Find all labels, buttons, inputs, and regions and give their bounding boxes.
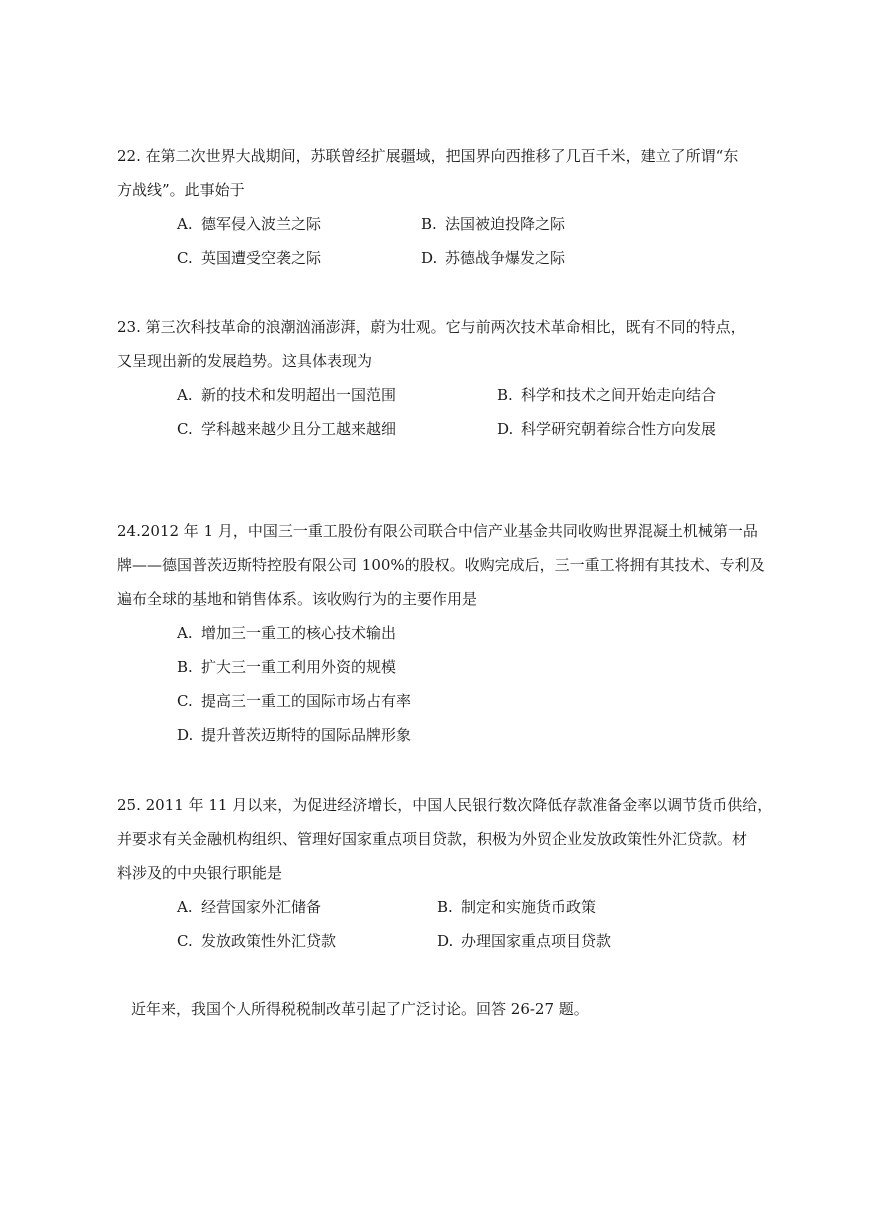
q24-option-a[interactable] — [177, 623, 396, 643]
q24-stem-text-1: 2012 年 1 月，中国三一重工股份有限公司联合中信产业基金共同收购世界混凝土机械第一品 — [140, 522, 758, 540]
q25-number: 25. — [117, 796, 141, 814]
q24-option-c[interactable] — [177, 691, 411, 711]
q23-stem-text-1: 第三次科技革命的浪潮汹涌澎湃，蔚为壮观。它与前两次技术革命相比，既有不同的特点， — [145, 318, 746, 336]
q22-number: 22. — [117, 147, 141, 165]
q22-option-c-letter: C. — [177, 249, 193, 267]
q23-stem-line-2: 又呈现出新的发展趋势。这具体表现为 — [117, 352, 373, 370]
q23-option-a[interactable] — [177, 385, 396, 405]
q22-stem-text-1: 在第二次世界大战期间，苏联曾经扩展疆域，把国界向西推移了几百千米，建立了所谓“东 — [145, 147, 739, 165]
q23-option-c-letter: C. — [177, 420, 193, 438]
q23-option-b-text: 科学和技术之间开始走向结合 — [521, 386, 717, 404]
q25-option-a-letter: A. — [177, 898, 193, 916]
q25-option-d-text: 办理国家重点项目贷款 — [461, 932, 612, 950]
q24-stem-line-2: 牌——德国普茨迈斯特控股有限公司 100%的股权。收购完成后，三一重工将拥有其技术、专利及 — [117, 556, 765, 574]
q24-option-b[interactable] — [177, 657, 396, 677]
q24-option-a-letter: A. — [177, 624, 193, 642]
q23-option-a-text: 新的技术和发明超出一国范围 — [201, 386, 397, 404]
q22-option-b-text: 法国被迫投降之际 — [445, 215, 566, 233]
q25-stem-line-2: 并要求有关金融机构组织、管理好国家重点项目贷款，积极为外贸企业发放政策性外汇贷款。材 — [117, 830, 748, 848]
q23-option-b[interactable] — [497, 385, 716, 405]
q25-option-a[interactable] — [177, 897, 321, 917]
q23-option-b-letter: B. — [497, 386, 513, 404]
q25-option-c-letter: C. — [177, 932, 193, 950]
q23-option-d-text: 科学研究朝着综合性方向发展 — [521, 420, 717, 438]
q24-option-d-text: 提升普茨迈斯特的国际品牌形象 — [201, 726, 412, 744]
q22-option-c-text: 英国遭受空袭之际 — [201, 249, 322, 267]
q24-stem-line-1 — [117, 521, 758, 541]
q24-option-c-letter: C. — [177, 692, 193, 710]
q25-option-b-text: 制定和实施货币政策 — [461, 898, 597, 916]
q23-option-d-letter: D. — [497, 420, 514, 438]
q24-option-b-text: 扩大三一重工利用外资的规模 — [201, 658, 397, 676]
q25-option-d-letter: D. — [437, 932, 454, 950]
q22-option-a-text: 德军侵入波兰之际 — [201, 215, 322, 233]
q22-option-d-text: 苏德战争爆发之际 — [445, 249, 566, 267]
q22-stem-line-1 — [117, 146, 738, 166]
q22-option-b[interactable] — [421, 214, 565, 234]
q23-stem-line-1 — [117, 317, 746, 337]
q25-option-b-letter: B. — [437, 898, 453, 916]
q22-option-a[interactable] — [177, 214, 321, 234]
q24-option-c-text: 提高三一重工的国际市场占有率 — [201, 692, 412, 710]
q24-option-d-letter: D. — [177, 726, 194, 744]
q24-option-a-text: 增加三一重工的核心技术输出 — [201, 624, 397, 642]
q23-option-a-letter: A. — [177, 386, 193, 404]
q24-number: 24. — [117, 522, 141, 540]
q24-option-b-letter: B. — [177, 658, 193, 676]
q23-option-c[interactable] — [177, 419, 396, 439]
q25-option-b[interactable] — [437, 897, 596, 917]
q22-stem-line-2: 方战线”。此事始于 — [117, 181, 245, 199]
q22-option-d[interactable] — [421, 248, 565, 268]
q25-stem-text-1: 2011 年 11 月以来，为促进经济增长，中国人民银行数次降低存款准备金率以调节货币供给， — [145, 796, 773, 814]
q25-stem-line-1 — [117, 795, 772, 815]
q22-option-a-letter: A. — [177, 215, 193, 233]
q25-option-a-text: 经营国家外汇储备 — [201, 898, 322, 916]
q22-option-c[interactable] — [177, 248, 321, 268]
q25-stem-line-3: 料涉及的中央银行职能是 — [117, 864, 283, 882]
q23-option-d[interactable] — [497, 419, 716, 439]
q24-stem-line-3: 遍布全球的基地和销售体系。该收购行为的主要作用是 — [117, 590, 478, 608]
q25-option-d[interactable] — [437, 931, 611, 951]
q25-option-c-text: 发放政策性外汇贷款 — [201, 932, 337, 950]
q23-number: 23. — [117, 318, 141, 336]
q25-option-c[interactable] — [177, 931, 336, 951]
q22-option-b-letter: B. — [421, 215, 437, 233]
q22-option-d-letter: D. — [421, 249, 438, 267]
q24-option-d[interactable] — [177, 725, 411, 745]
q23-option-c-text: 学科越来越少且分工越来越细 — [201, 420, 397, 438]
q26-27-intro-note: 近年来，我国个人所得税税制改革引起了广泛讨论。回答 26-27 题。 — [131, 1000, 589, 1018]
